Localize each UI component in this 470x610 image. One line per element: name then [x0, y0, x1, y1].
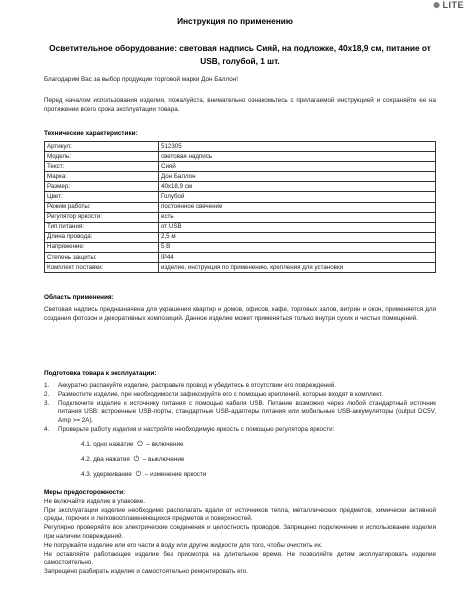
- spec-value: от USB: [159, 222, 436, 232]
- precaution-line: При эксплуатации изделие необходимо располагать вдали от источников тепла, металлических предметов, химически активной среды, горючих и легковоспламеняющихся предметов и поверхностей.: [44, 506, 436, 523]
- substep-item: [81, 441, 184, 449]
- spec-key: Степень защиты:: [45, 253, 159, 263]
- spec-row: [45, 172, 436, 182]
- spec-key: Модель:: [45, 152, 159, 162]
- spec-value: изделие, инструкция по применению, крепления для установки: [159, 263, 436, 273]
- spec-value: Голубой: [159, 192, 436, 202]
- spec-value: есть: [159, 212, 436, 222]
- spec-row: [45, 162, 436, 172]
- spec-key: Режим работы:: [45, 202, 159, 212]
- precaution-line: Не погружайте изделие или его части в воду или другие жидкости для того, чтобы очистить их.: [44, 541, 323, 549]
- brand-logo-text: LITE: [442, 0, 464, 10]
- spec-row: [45, 192, 436, 202]
- spec-value: 40х18,9 см: [159, 182, 436, 192]
- power-icon: ⏻: [133, 456, 140, 463]
- spec-row: [45, 242, 436, 252]
- power-icon: ⏻: [135, 471, 142, 478]
- spec-key: Длина провода:: [45, 232, 159, 242]
- specs-table: [44, 141, 436, 273]
- spec-value: световая надпись: [159, 152, 436, 162]
- substep-prefix: 4.1. одно нажатие: [81, 441, 134, 448]
- spec-row: [45, 202, 436, 212]
- spec-row: [45, 182, 436, 192]
- spec-row: [45, 222, 436, 232]
- step-number: 4.: [44, 425, 50, 433]
- spec-row: [45, 253, 436, 263]
- step-item: [44, 382, 436, 391]
- spec-key: Размер:: [45, 182, 159, 192]
- precaution-line: Не включайте изделие в упаковке.: [44, 497, 146, 505]
- spec-value: постоянное свечение: [159, 202, 436, 212]
- spec-row: [45, 142, 436, 152]
- spec-row: [45, 232, 436, 242]
- spec-value: 5 В: [159, 242, 436, 252]
- step-number: 1.: [44, 382, 50, 389]
- spec-row: [45, 263, 436, 273]
- spec-key: Марка:: [45, 172, 159, 182]
- spec-key: Регулятор яркости:: [45, 212, 159, 222]
- step-text: Проверьте работу изделия и настройте необходимую яркость с помощью регулятора яркости:: [58, 425, 335, 433]
- lamp-icon: ✺: [433, 1, 441, 10]
- precaution-line: Регулярно проверяйте все электрические соединения и целостность проводов. Запрещено подключение и использование изделия при наличии повреждений.: [44, 524, 436, 540]
- application-heading: Область применения:: [44, 294, 114, 301]
- spec-value: Сияй: [159, 162, 436, 172]
- spec-key: Напряжение:: [45, 242, 159, 252]
- precautions-heading: Меры предосторожности:: [44, 489, 126, 496]
- spec-value: 512305: [159, 142, 436, 152]
- precaution-line: Запрещено разбирать изделие и самостоятельно ремонтировать его.: [44, 568, 248, 576]
- preparation-heading: Подготовка товара к эксплуатации:: [44, 370, 157, 377]
- step-text: Разместите изделие, при необходимости зафиксируйте его с помощью креплений, которые входят в комплект.: [58, 390, 383, 398]
- spec-key: Артикул:: [45, 142, 159, 152]
- precautions-block: [44, 489, 436, 577]
- spec-value: Дон Баллон: [159, 172, 436, 182]
- precaution-line: Не оставляйте работающее изделие без присмотра на длительное время. Не позволяйте детям эксплуатировать изделие самостоятельно.: [44, 550, 436, 567]
- substep-suffix: – выключение: [142, 456, 185, 463]
- application-text: Световая надпись предназначена для украшения квартир и домов, офисов, кафе, торговых залов, витрин и окон, применяется для создания фотозон и декоративных композиций. Данное изделие может применяться только внутри сухих и чистых помещений.: [44, 306, 436, 322]
- step-item: [44, 391, 436, 400]
- spec-value: 2,5 м: [159, 232, 436, 242]
- step-item: [44, 400, 436, 426]
- power-icon: ⏻: [137, 441, 143, 448]
- spec-key: Текст:: [45, 162, 159, 172]
- spec-key: Комплект поставки:: [45, 263, 159, 273]
- substep-suffix: – включение: [146, 441, 184, 448]
- specs-heading: Технические характеристики:: [44, 130, 138, 137]
- substep-prefix: 4.2. два нажатия: [81, 456, 130, 463]
- page-title: Инструкция по применению: [177, 16, 293, 26]
- step-item: [44, 426, 436, 435]
- intro-advice: Перед началом использования изделия, пожалуйста, внимательно ознакомьтесь с прилагаемой инструкцией и сохраняйте ее на протяжении всего срока эксплуатации товара.: [44, 97, 436, 113]
- substep-item: [81, 471, 206, 479]
- substep-item: [81, 456, 184, 464]
- spec-row: [45, 212, 436, 222]
- brand-logo: [433, 0, 464, 10]
- step-text: Подключите изделие к источнику питания с помощью кабеля USB. Питание возможно через любой стандартный источник питания USB: встроенные USB-порты, стандартные USB-адаптеры питания или мобильные USB-аккумуляторы (output DC5V, Amp >= 2A).: [58, 399, 436, 425]
- preparation-steps: [44, 382, 436, 435]
- spec-key: Цвет:: [45, 192, 159, 202]
- product-title: Осветительное оборудование: световая надпись Сияй, на подложке, 40x18,9 см, питание от USB, голубой, 1 шт.: [49, 43, 431, 66]
- step-text: Аккуратно распакуйте изделие, расправьте провод и убедитесь в отсутствии его повреждений.: [58, 382, 336, 389]
- step-number: 2.: [44, 390, 50, 398]
- intro-thanks: Благодарим Вас за выбор продукции торговой марки Дон Баллон!: [44, 76, 238, 83]
- substep-prefix: 4.3. удерживание: [81, 471, 132, 478]
- spec-row: [45, 152, 436, 162]
- step-number: 3.: [44, 399, 50, 407]
- spec-key: Тип питания:: [45, 222, 159, 232]
- substep-suffix: – изменение яркости: [144, 471, 207, 478]
- spec-value: IP44: [159, 253, 436, 263]
